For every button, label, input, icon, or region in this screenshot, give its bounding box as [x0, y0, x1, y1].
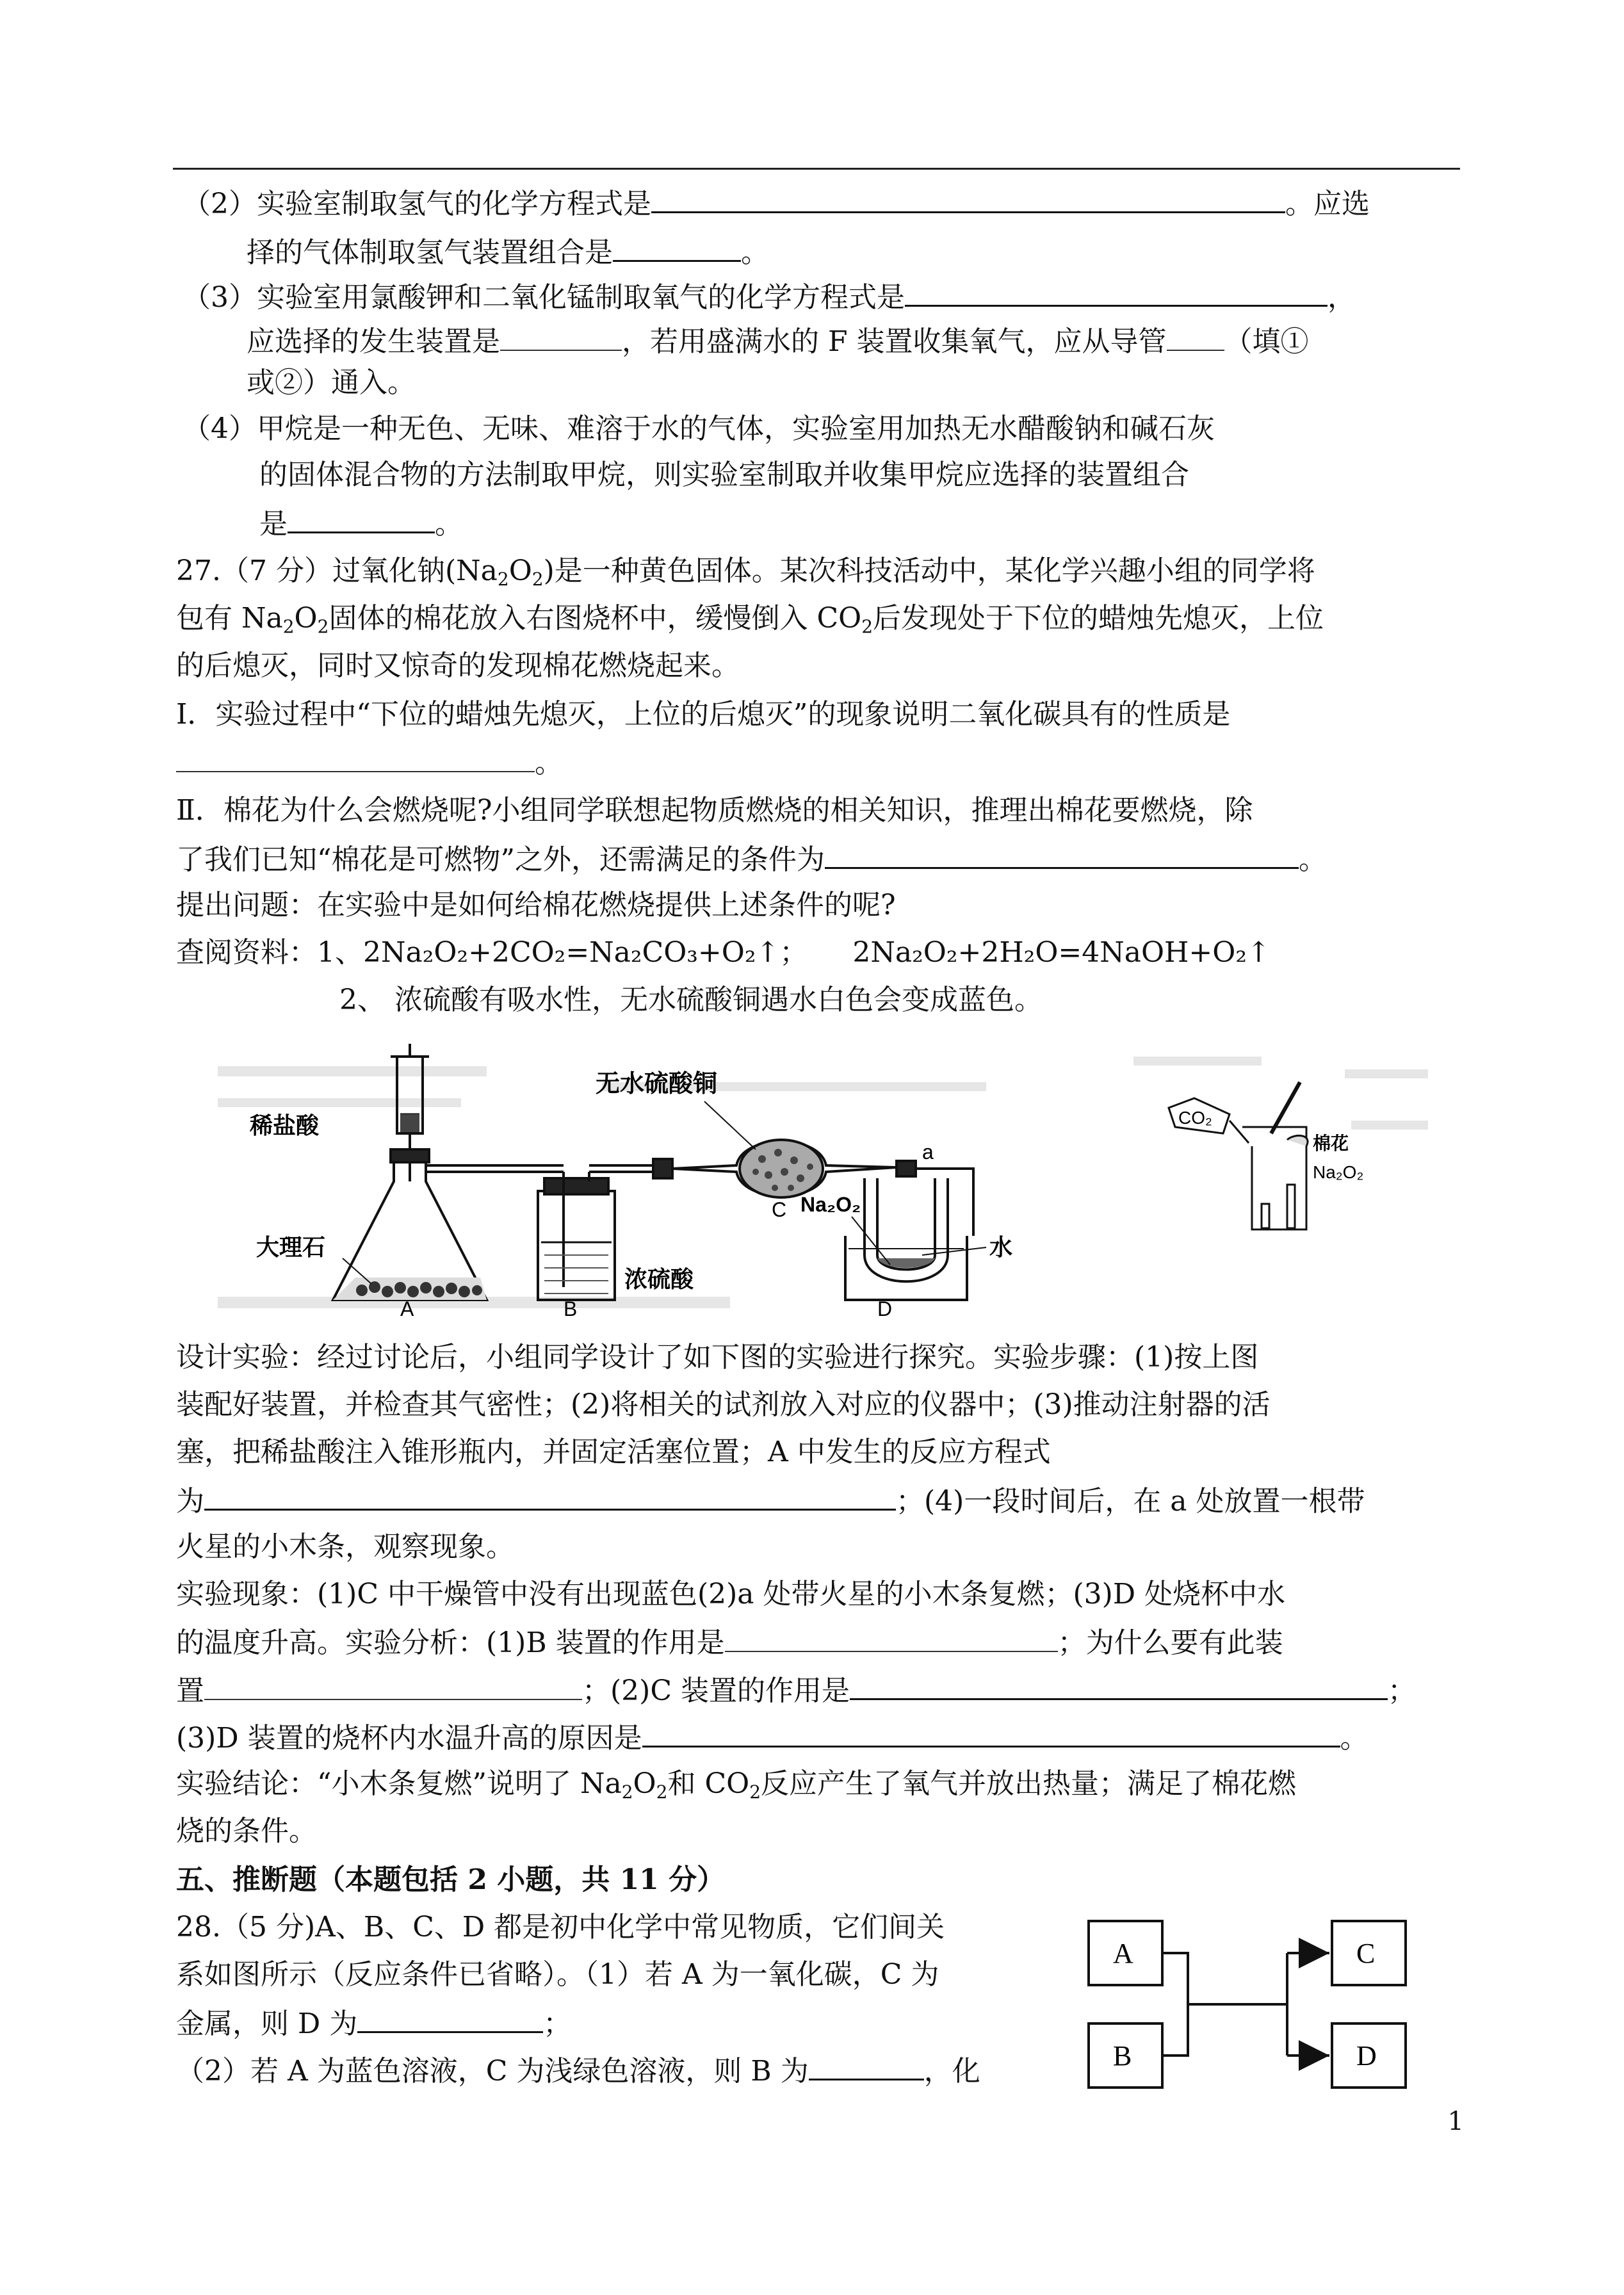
answer-blank[interactable] — [357, 2003, 543, 2033]
q27-part2-line1: Ⅱ．棉花为什么会燃烧呢?小组同学联想起物质燃烧的相关知识，推理出棉花要燃烧，除 — [176, 794, 1253, 827]
q27-question: 提出问题：在实验中是如何给棉花燃烧提供上述条件的呢? — [176, 889, 896, 921]
box-a-label: A — [1113, 1938, 1133, 1969]
q27-intro-line3: 的后熄灭，同时又惊奇的发现棉花燃烧起来。 — [176, 649, 740, 682]
q26-part2-line1: （2）实验室制取氢气的化学方程式是 。应选 — [183, 183, 1370, 223]
q26-part3-line2: 应选择的发生装置是 ，若用盛满水的 F 装置收集氧气，应从导管 （填① — [247, 321, 1309, 361]
label-water: 水 — [989, 1234, 1013, 1260]
label-d: D — [877, 1297, 893, 1320]
apparatus-a — [333, 1044, 564, 1300]
answer-blank[interactable] — [204, 1671, 582, 1700]
label-na2o2-right: Na₂O₂ — [1313, 1162, 1364, 1182]
pointer-line — [704, 1101, 756, 1149]
abcd-relation-diagram — [1082, 1915, 1415, 2094]
answer-blank[interactable] — [176, 743, 535, 772]
q27-reference-2: 2、 浓硫酸有吸水性，无水硫酸铜遇水白色会变成蓝色。 — [339, 984, 1043, 1016]
answer-blank[interactable] — [288, 503, 435, 533]
box-c-label: C — [1356, 1938, 1376, 1969]
label-conc-h2so4: 浓硫酸 — [624, 1266, 694, 1292]
q28-line3: 金属，则 D 为 ； — [176, 2003, 571, 2043]
faint-background — [218, 1057, 1428, 1308]
answer-blank[interactable] — [204, 1480, 896, 1511]
q27-intro-line2: 包有 $Na_2O_2$固体的棉花放入右图烧杯中，缓慢倒入 $CO_2$后发现处于下位的蜡烛先熄灭，上位 — [176, 602, 1324, 637]
answer-blank[interactable] — [651, 183, 1285, 213]
q27-observation-line4: (3)D 装置的烧杯内水温升高的原因是 。 — [176, 1717, 1368, 1758]
q26-part4-line2: 的固体混合物的方法制取甲烷，则实验室制取并收集甲烷应选择的装置组合 — [259, 458, 1189, 491]
q28-line4: （2）若 A 为蓝色溶液，C 为浅绿色溶液，则 B 为 ，化 — [176, 2050, 980, 2091]
label-co2: CO₂ — [1178, 1108, 1212, 1128]
apparatus-diagram — [205, 1044, 1447, 1326]
q27-design-line4: 为 ；(4)一段时间后，在 a 处放置一根带 — [176, 1480, 1365, 1521]
section5-title: 五、推断题（本题包括 2 小题，共 11 分） — [176, 1863, 726, 1896]
label-dilute-hcl: 稀盐酸 — [250, 1112, 320, 1139]
q27-design-line1: 设计实验：经过讨论后，小组同学设计了如下图的实验进行探究。实验步骤：(1)按上图 — [176, 1341, 1259, 1374]
label-c: C — [772, 1198, 787, 1221]
answer-blank[interactable] — [905, 277, 1328, 307]
answer-blank[interactable] — [1167, 321, 1224, 351]
answer-blank[interactable] — [613, 232, 741, 262]
q27-part1-line1: I．实验过程中“下位的蜡烛先熄灭，上位的后熄灭”的现象说明二氧化碳具有的性质是 — [176, 698, 1231, 731]
q27-observation-line2: 的温度升高。实验分析：(1)B 装置的作用是 ；为什么要有此装 — [176, 1623, 1283, 1662]
q27-design-line3: 塞，把稀盐酸注入锥形瓶内，并固定活塞位置；A 中发生的反应方程式 — [176, 1436, 1051, 1468]
q26-part3-line1: （3）实验室用氯酸钾和二氧化锰制取氧气的化学方程式是 ， — [183, 277, 1356, 317]
q26-part4-line3: 是 。 — [259, 503, 463, 544]
q27-reference-1: 查阅资料：1、2Na₂O₂+2CO₂=Na₂CO₃+O₂↑； 2Na₂O₂+2H₂O=4NaOH+O₂↑ — [176, 936, 1271, 969]
pointer-line — [852, 1217, 890, 1265]
q28-line2: 系如图所示（反应条件已省略）。（1）若 A 为一氧化碳，C 为 — [176, 1958, 939, 1991]
q27-intro-line1: 27.（7 分）过氧化钠$(Na_2O_2)$是一种黄色固体。某次科技活动中，某化学兴趣小组的同学将 — [176, 555, 1315, 590]
answer-blank[interactable] — [825, 839, 1299, 869]
q27-part2-line2: 了我们已知“棉花是可燃物”之外，还需满足的条件为 。 — [176, 839, 1327, 879]
beaker-candle-figure — [1169, 1082, 1308, 1229]
q27-design-line2: 装配好装置，并检查其气密性；(2)将相关的试剂放入对应的仪器中；(3)推动注射器的活 — [176, 1388, 1271, 1421]
connector-lines — [1162, 1953, 1329, 2056]
answer-blank[interactable] — [809, 2050, 924, 2080]
label-marble: 大理石 — [256, 1234, 326, 1260]
q27-part1-line2: 。 — [176, 743, 563, 783]
q27-observation-line3: 置 ；(2)C 装置的作用是 ； — [176, 1670, 1416, 1710]
q26-part3-line3: 或②）通入。 — [247, 366, 416, 399]
box-d-label: D — [1356, 2040, 1377, 2072]
answer-blank[interactable] — [850, 1670, 1388, 1700]
label-b: B — [564, 1297, 578, 1320]
label-na2o2: Na₂O₂ — [800, 1193, 861, 1216]
label-anhydrous-cuso4: 无水硫酸铜 — [596, 1071, 718, 1098]
header-rule — [173, 168, 1460, 170]
answer-blank[interactable] — [725, 1623, 1058, 1652]
answer-blank[interactable] — [642, 1717, 1340, 1748]
q28-line1: 28.（5 分)A、B、C、D 都是初中化学中常见物质，它们间关 — [176, 1911, 945, 1943]
box-b-label: B — [1113, 2040, 1132, 2072]
answer-blank[interactable] — [500, 321, 622, 351]
q27-conclusion-line1: 实验结论：“小木条复燃”说明了 $Na_2O_2$和 $CO_2$反应产生了氧气并放出热量；满足了棉花燃 — [176, 1767, 1297, 1803]
apparatus-d — [845, 1169, 973, 1300]
q26-part4-line1: （4）甲烷是一种无色、无味、难溶于水的气体，实验室用加热无水醋酸钠和碱石灰 — [183, 412, 1215, 445]
page-number: 1 — [1447, 2107, 1464, 2136]
label-port-a: a — [922, 1140, 934, 1164]
q27-observation-line1: 实验现象：(1)C 中干燥管中没有出现蓝色(2)a 处带火星的小木条复燃；(3)D 处烧杯中水 — [176, 1578, 1286, 1610]
q27-design-line5: 火星的小木条，观察现象。 — [176, 1530, 514, 1563]
label-cotton: 棉花 — [1313, 1133, 1349, 1153]
q27-conclusion-line2: 烧的条件。 — [176, 1815, 317, 1847]
label-a: A — [400, 1297, 414, 1320]
q26-part2-line2: 择的气体制取氢气装置组合是 。 — [247, 232, 769, 272]
